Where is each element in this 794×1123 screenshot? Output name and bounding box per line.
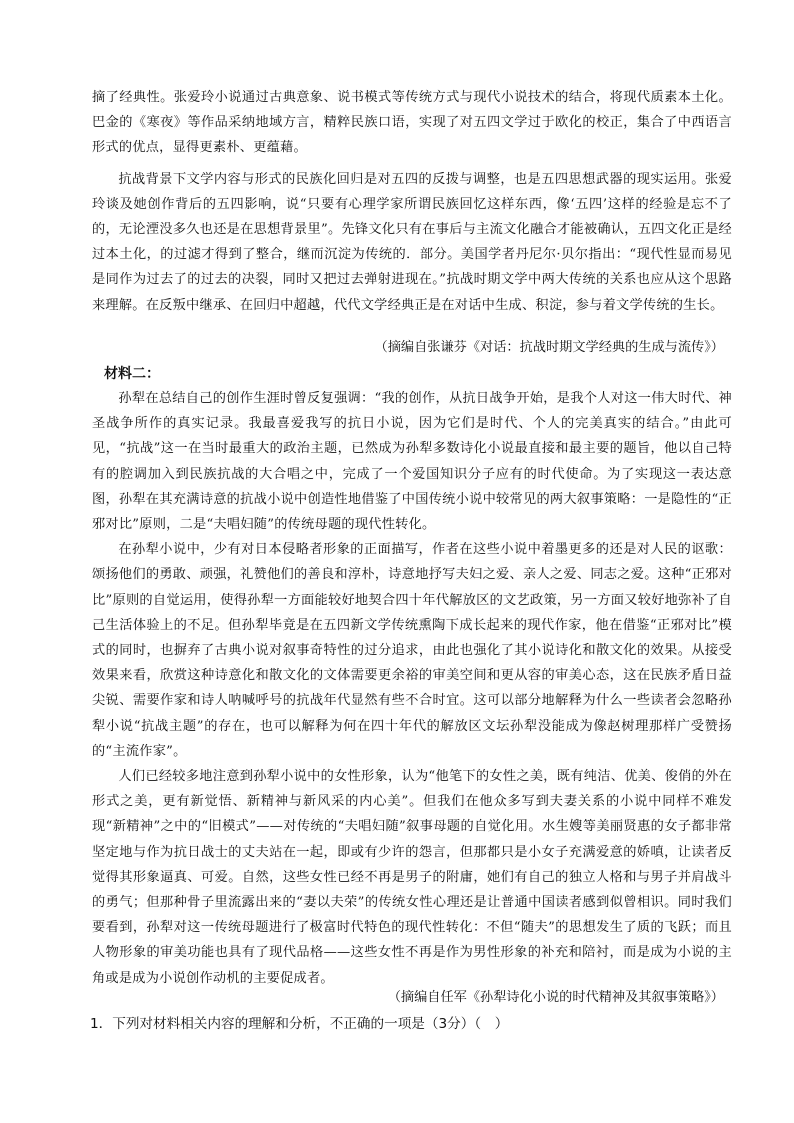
material-two-heading: 材料二： bbox=[104, 366, 160, 382]
paragraph-female-images: 人们已经较多地注意到孙犁小说中的女性形象，认为“他笔下的女性之美，既有纯洁、优美、俊俏的外在形式之美，更有新觉悟、新精神与新风采的内心美”。但我们在他众多写到夫妻关系的小说中同样不难发现“新精神”之中的“旧模式”——对传统的“夫唱妇随”叙事母题的自觉化用。水生嫂等美丽贤惠的女子都非常坚定地与作为抗日战士的丈夫站在一起，即或有少许的怨言，但那都只是小女子充满爱意的娇嗔，让读者反觉得其形象逼真、可爱。自然，这些女性已经不再是男子的附庸，她们有自己的独立人格和与男子并肩战斗的勇气；但那种骨子里流露出来的“妻以夫荣”的传统女性心理还是让普通中国读者感到似曾相识。同时我们要看到，孙犁对这一传统母题进行了极富时代特色的现代性转化：不但“随夫”的思想发生了质的飞跃；而且人物形象的审美功能也具有了现代品格——这些女性不再是作为男性形象的补充和陪衬，而是成为小说的主角或是成为小说创作动机的主要促成者。 bbox=[92, 769, 732, 986]
paragraph-good-evil-contrast: 在孙犁小说中，少有对日本侵略者形象的正面描写，作者在这些小说中着墨更多的还是对人民的讴歌：颂扬他们的勇敢、顽强，礼赞他们的善良和淳朴，诗意地抒写夫妇之爱、亲人之爱、同志之爱。这种“正邪对比”原则的自觉运用，使得孙犁一方面能较好地契合四十年代解放区的文艺政策，另一方面又较好地弥补了自己生活体验上的不足。但孙犁毕竟是在五四新文学传统熏陶下成长起来的现代作家，他在借鉴“正邪对比”模式的同时，也摒弃了古典小说对叙事奇特性的过分追求，由此也强化了其小说诗化和散文化的效果。从接受效果来看，欣赏这种诗意化和散文化的文体需要更余裕的审美空间和更从容的审美心态，这在民族矛盾日益尖锐、需要作家和诗人呐喊呼号的抗战年代显然有些不合时宜。这可以部分地解释为什么一些读者会忽略孙犁小说“抗战主题”的存在，也可以解释为何在四十年代的解放区文坛孙犁没能成为像赵树理那样广受赞扬的“主流作家”。 bbox=[92, 542, 732, 759]
paragraph-modernity: 抗战背景下文学内容与形式的民族化回归是对五四的反拨与调整，也是五四思想武器的现实运用。张爱玲谈及她创作背后的五四影响，说“只要有心理学家所谓民族回忆这样东西，像‘五四’这样的经验是忘不了的，无论湮没多久也还是在思想背景里”。先锋文化只有在事后与主流文化融合才能被确认，五四文化正是经过本土化，的过滤才得到了整合，继而沉淀为传统的．部分。美国学者丹尼尔·贝尔指出：“现代性显而易见是同作为过去了的过去的决裂，同时又把过去弹射进现在。”抗战时期文学中两大传统的关系也应从这个思路来理解。在反叛中继承、在回归中超越，代代文学经典正是在对话中生成、积淀，参与着文学传统的生长。 bbox=[92, 171, 732, 313]
material-one-section bbox=[92, 85, 732, 318]
source-citation-one: （摘编自张谦芬《对话：抗战时期文学经典的生成与流传》） bbox=[374, 340, 724, 355]
paragraph-sun-li-creation: 孙犁在总结自己的创作生涯时曾反复强调：“我的创作，从抗日战争开始，是我个人对这一伟大时代、神圣战争所作的真实记录。我最喜爱我写的抗日小说，因为它们是时代、个人的完美真实的结合。”由此可见，“抗战”这一在当时最重大的政治主题，已然成为孙犁多数诗化小说最直接和最主要的题旨，他以自己特有的腔调加入到民族抗战的大合唱之中，完成了一个爱国知识分子应有的时代使命。为了实现这一表达意图，孙犁在其充满诗意的抗战小说中创造性地借鉴了中国传统小说中较常见的两大叙事策略：一是隐性的“正邪对比”原则，二是“夫唱妇随”的传统母题的现代性转化。 bbox=[92, 391, 732, 533]
material-two-section bbox=[92, 386, 732, 991]
question-one: 1．下列对材料相关内容的理解和分析，不正确的一项是（3分）（ ） bbox=[90, 1016, 509, 1032]
source-citation-two: （摘编自任军《孙犁诗化小说的时代精神及其叙事策略》） bbox=[387, 990, 724, 1005]
paragraph-continued: 摘了经典性。张爱玲小说通过古典意象、说书模式等传统方式与现代小说技术的结合，将现代质素本土化。巴金的《寒夜》等作品采纳地域方言，精粹民族口语，实现了对五四文学过于欧化的校正，集合了中西语言形式的优点，显得更素朴、更蕴藉。 bbox=[92, 90, 732, 156]
